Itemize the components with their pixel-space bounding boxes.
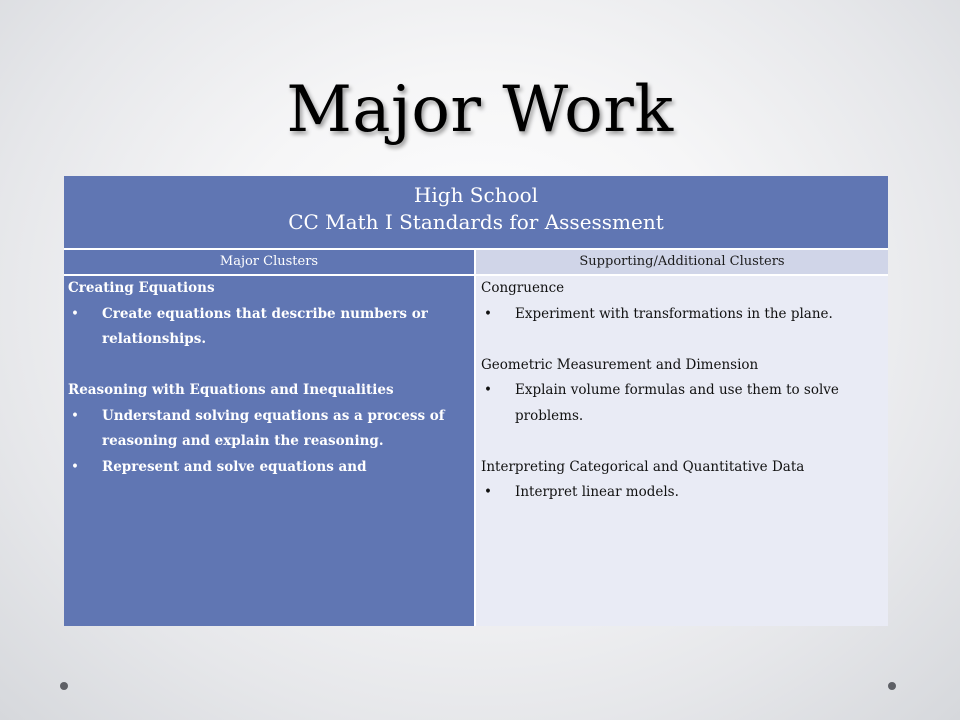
supporting-group — [481, 353, 882, 430]
major-clusters-cell — [64, 276, 474, 626]
list-item-text: Explain volume formulas and use them to solve problems. — [515, 382, 839, 424]
column-header-row — [64, 250, 888, 274]
standards-table — [64, 176, 888, 626]
bullet-list — [481, 378, 882, 429]
list-item — [481, 302, 882, 328]
supporting-clusters-cell — [476, 276, 888, 626]
bullet-icon: • — [71, 458, 79, 475]
group-heading: Creating Equations — [68, 280, 215, 296]
table-title-line-1: High School — [413, 183, 539, 207]
list-item-text: Interpret linear models. — [515, 484, 679, 500]
group-heading: Congruence — [481, 280, 565, 296]
column-header-major: Major Clusters — [64, 250, 474, 274]
table-body-row — [64, 276, 888, 626]
group-heading: Geometric Measurement and Dimension — [481, 356, 759, 373]
bullet-list — [68, 302, 468, 353]
bullet-icon: • — [71, 305, 79, 322]
column-header-supporting: Supporting/Additional Clusters — [476, 250, 888, 274]
decorative-dot-right — [888, 682, 896, 690]
list-item-text: Create equations that describe numbers or relationships. — [102, 305, 428, 347]
group-heading: Reasoning with Equations and Inequalities — [68, 382, 394, 398]
list-item-text: Understand solving equations as a process of reasoning and explain the reasoning. — [102, 407, 445, 449]
table-title-line-2: CC Math I Standards for Assessment — [288, 210, 664, 234]
list-item — [68, 302, 468, 353]
list-item-text: Represent and solve equations and — [102, 458, 367, 475]
supporting-group — [481, 455, 882, 506]
list-item — [68, 455, 468, 481]
group-heading: Interpreting Categorical and Quantitative Data — [481, 458, 805, 475]
bullet-icon: • — [71, 407, 79, 424]
slide-title: Major Work — [286, 73, 674, 147]
bullet-icon: • — [484, 382, 492, 398]
list-item — [68, 404, 468, 455]
bullet-icon: • — [484, 305, 492, 322]
supporting-group — [481, 276, 882, 327]
list-item — [481, 378, 882, 429]
bullet-list — [481, 302, 882, 328]
list-item-text: Experiment with transformations in the plane. — [515, 305, 833, 322]
major-group — [68, 378, 468, 480]
table-title-header — [64, 176, 888, 248]
bullet-list — [481, 480, 882, 506]
bullet-icon: • — [484, 484, 492, 500]
bullet-list — [68, 404, 468, 481]
decorative-dot-left — [60, 682, 68, 690]
major-group — [68, 276, 468, 353]
list-item — [481, 480, 882, 506]
